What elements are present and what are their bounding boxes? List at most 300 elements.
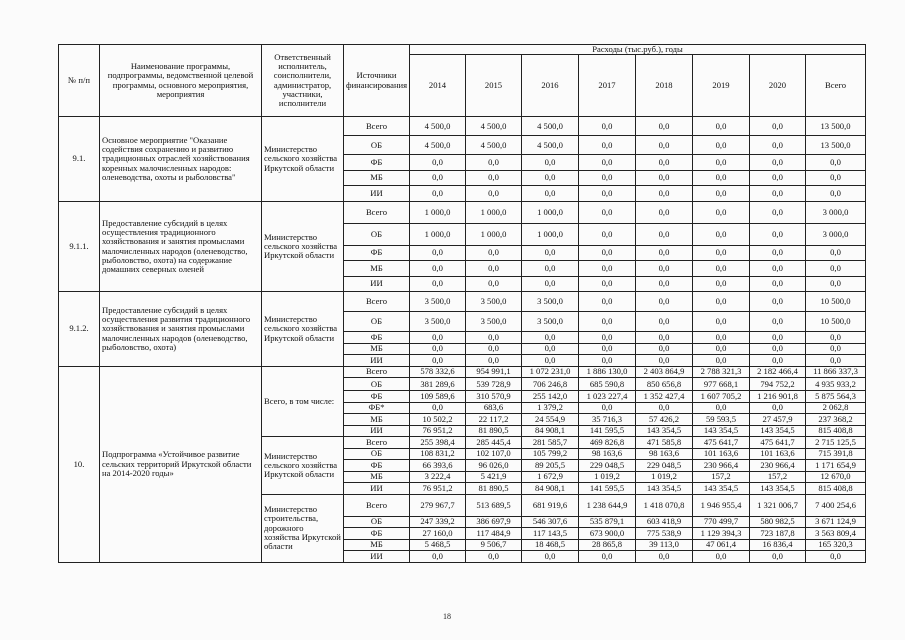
header-year: 2018 xyxy=(636,55,693,117)
total-value: 0,0 xyxy=(806,355,866,367)
year-value: 681 919,6 xyxy=(522,494,579,516)
total-value: 815 408,8 xyxy=(806,483,866,495)
row-index: 9.1. xyxy=(59,117,100,202)
year-value: 723 187,8 xyxy=(750,528,806,540)
year-value: 117 143,5 xyxy=(522,528,579,540)
year-value: 546 307,6 xyxy=(522,516,579,528)
funding-source: ОБ xyxy=(344,448,410,460)
year-value: 0,0 xyxy=(466,261,522,277)
year-value: 59 593,5 xyxy=(693,414,750,426)
year-value: 580 982,5 xyxy=(750,516,806,528)
year-value: 0,0 xyxy=(579,551,636,563)
year-value: 0,0 xyxy=(750,117,806,136)
year-value: 0,0 xyxy=(636,312,693,332)
year-value: 0,0 xyxy=(750,343,806,355)
year-value: 0,0 xyxy=(750,312,806,332)
total-value: 7 400 254,6 xyxy=(806,494,866,516)
year-value: 0,0 xyxy=(636,332,693,344)
year-value: 513 689,5 xyxy=(466,494,522,516)
year-value: 2 403 864,9 xyxy=(636,366,693,378)
year-value: 0,0 xyxy=(636,276,693,292)
year-value: 0,0 xyxy=(579,223,636,245)
table-row xyxy=(59,366,866,378)
year-value: 143 354,5 xyxy=(750,425,806,437)
year-value: 84 908,1 xyxy=(522,483,579,495)
year-value: 386 697,9 xyxy=(466,516,522,528)
year-value: 0,0 xyxy=(466,276,522,292)
year-value: 0,0 xyxy=(693,312,750,332)
year-value: 683,6 xyxy=(466,402,522,414)
year-value: 469 826,8 xyxy=(579,437,636,449)
year-value: 0,0 xyxy=(636,402,693,414)
year-value: 24 554,9 xyxy=(522,414,579,426)
year-value: 578 332,6 xyxy=(410,366,466,378)
page-number: 18 xyxy=(443,612,451,621)
year-value: 0,0 xyxy=(522,343,579,355)
total-value: 4 935 933,2 xyxy=(806,378,866,391)
year-value: 310 570,9 xyxy=(466,391,522,403)
year-value: 98 163,6 xyxy=(579,448,636,460)
year-value: 1 418 070,8 xyxy=(636,494,693,516)
measure-name: Предоставление субсидий в целях осуществления развития традиционного хозяйствования и занятия промыслами малочисленных народов (оленеводство, рыболовство, охота) xyxy=(100,292,262,367)
year-value: 1 023 227,4 xyxy=(579,391,636,403)
year-value: 1 379,2 xyxy=(522,402,579,414)
year-value: 0,0 xyxy=(636,155,693,171)
year-value: 0,0 xyxy=(466,332,522,344)
funding-source: ФБ xyxy=(344,245,410,261)
year-value: 84 908,1 xyxy=(522,425,579,437)
year-value: 57 426,2 xyxy=(636,414,693,426)
year-value: 0,0 xyxy=(750,186,806,202)
year-value: 1 000,0 xyxy=(522,223,579,245)
header-sources: Источники финансирования xyxy=(344,45,410,117)
header-year: 2019 xyxy=(693,55,750,117)
table-row xyxy=(59,201,866,223)
year-value: 5 468,5 xyxy=(410,539,466,551)
year-value: 143 354,5 xyxy=(636,483,693,495)
header-year: 2020 xyxy=(750,55,806,117)
total-value: 0,0 xyxy=(806,276,866,292)
funding-source: ИИ xyxy=(344,425,410,437)
funding-source: ИИ xyxy=(344,276,410,292)
funding-source: ОБ xyxy=(344,312,410,332)
year-value: 143 354,5 xyxy=(693,483,750,495)
year-value: 0,0 xyxy=(466,245,522,261)
year-value: 0,0 xyxy=(750,332,806,344)
year-value: 143 354,5 xyxy=(750,483,806,495)
total-value: 0,0 xyxy=(806,551,866,563)
table-row xyxy=(59,117,866,136)
year-value: 0,0 xyxy=(579,261,636,277)
year-value: 0,0 xyxy=(522,332,579,344)
funding-source: Всего xyxy=(344,437,410,449)
year-value: 3 500,0 xyxy=(522,292,579,312)
year-value: 0,0 xyxy=(636,201,693,223)
year-value: 0,0 xyxy=(579,201,636,223)
year-value: 1 000,0 xyxy=(466,201,522,223)
year-value: 1 019,2 xyxy=(636,471,693,483)
total-value: 3 563 809,4 xyxy=(806,528,866,540)
responsible-executor: Всего, в том числе: xyxy=(262,366,344,437)
year-value: 0,0 xyxy=(410,245,466,261)
header-year: 2017 xyxy=(579,55,636,117)
year-value: 230 966,4 xyxy=(693,460,750,472)
total-value: 237 368,2 xyxy=(806,414,866,426)
total-value: 12 670,0 xyxy=(806,471,866,483)
year-value: 770 499,7 xyxy=(693,516,750,528)
year-value: 229 048,5 xyxy=(636,460,693,472)
year-value: 475 641,7 xyxy=(693,437,750,449)
funding-source: ИИ xyxy=(344,355,410,367)
year-value: 1 000,0 xyxy=(410,201,466,223)
year-value: 247 339,2 xyxy=(410,516,466,528)
year-value: 1 000,0 xyxy=(410,223,466,245)
funding-source: МБ xyxy=(344,471,410,483)
funding-source: ФБ xyxy=(344,155,410,171)
year-value: 0,0 xyxy=(410,355,466,367)
year-value: 673 900,0 xyxy=(579,528,636,540)
year-value: 1 607 705,2 xyxy=(693,391,750,403)
year-value: 0,0 xyxy=(693,186,750,202)
year-value: 0,0 xyxy=(522,355,579,367)
year-value: 535 879,1 xyxy=(579,516,636,528)
year-value: 0,0 xyxy=(693,223,750,245)
year-value: 229 048,5 xyxy=(579,460,636,472)
year-value: 141 595,5 xyxy=(579,425,636,437)
year-value: 281 585,7 xyxy=(522,437,579,449)
year-value: 0,0 xyxy=(522,261,579,277)
funding-source: ИИ xyxy=(344,551,410,563)
year-value: 1 352 427,4 xyxy=(636,391,693,403)
year-value: 141 595,5 xyxy=(579,483,636,495)
year-value: 0,0 xyxy=(636,343,693,355)
year-value: 850 656,8 xyxy=(636,378,693,391)
year-value: 10 502,2 xyxy=(410,414,466,426)
year-value: 3 500,0 xyxy=(522,312,579,332)
year-value: 0,0 xyxy=(750,136,806,155)
measure-name: Подпрограмма «Устойчивое развитие сельских территорий Иркутской области на 2014-2020 годы» xyxy=(100,366,262,562)
header-responsible: Ответственный исполнитель, соисполнители, администратор, участники, исполнители xyxy=(262,45,344,117)
year-value: 81 890,5 xyxy=(466,425,522,437)
funding-source: МБ xyxy=(344,261,410,277)
year-value: 4 500,0 xyxy=(522,117,579,136)
year-value: 4 500,0 xyxy=(410,117,466,136)
funding-source: ОБ xyxy=(344,223,410,245)
year-value: 0,0 xyxy=(410,332,466,344)
total-value: 2 062,8 xyxy=(806,402,866,414)
year-value: 0,0 xyxy=(636,186,693,202)
year-value: 539 728,9 xyxy=(466,378,522,391)
year-value: 954 991,1 xyxy=(466,366,522,378)
year-value: 9 506,7 xyxy=(466,539,522,551)
year-value: 0,0 xyxy=(750,245,806,261)
year-value: 0,0 xyxy=(579,292,636,312)
total-value: 2 715 125,5 xyxy=(806,437,866,449)
total-value: 0,0 xyxy=(806,332,866,344)
year-value: 977 668,1 xyxy=(693,378,750,391)
funding-source: Всего xyxy=(344,292,410,312)
year-value: 1 129 394,3 xyxy=(693,528,750,540)
year-value: 4 500,0 xyxy=(466,117,522,136)
year-value: 76 951,2 xyxy=(410,425,466,437)
year-value: 2 182 466,4 xyxy=(750,366,806,378)
year-value: 0,0 xyxy=(579,245,636,261)
year-value: 0,0 xyxy=(750,261,806,277)
year-value: 230 966,4 xyxy=(750,460,806,472)
year-value: 0,0 xyxy=(636,355,693,367)
year-value: 0,0 xyxy=(410,343,466,355)
year-value: 108 831,2 xyxy=(410,448,466,460)
year-value: 0,0 xyxy=(750,292,806,312)
year-value: 4 500,0 xyxy=(522,136,579,155)
total-value: 815 408,8 xyxy=(806,425,866,437)
funding-source: Всего xyxy=(344,366,410,378)
year-value: 1 000,0 xyxy=(522,201,579,223)
year-value: 102 107,0 xyxy=(466,448,522,460)
year-value: 0,0 xyxy=(636,170,693,186)
year-value: 0,0 xyxy=(636,551,693,563)
total-value: 5 875 564,3 xyxy=(806,391,866,403)
year-value: 255 398,4 xyxy=(410,437,466,449)
responsible-executor: Министерство сельского хозяйства Иркутской области xyxy=(262,201,344,292)
year-value: 1 072 231,0 xyxy=(522,366,579,378)
year-value: 0,0 xyxy=(693,136,750,155)
year-value: 1 019,2 xyxy=(579,471,636,483)
year-value: 0,0 xyxy=(636,245,693,261)
funding-source: МБ xyxy=(344,539,410,551)
year-value: 76 951,2 xyxy=(410,483,466,495)
year-value: 1 238 644,9 xyxy=(579,494,636,516)
total-value: 0,0 xyxy=(806,186,866,202)
header-num: № п/п xyxy=(59,45,100,117)
year-value: 0,0 xyxy=(693,245,750,261)
year-value: 1 216 901,8 xyxy=(750,391,806,403)
funding-source: ИИ xyxy=(344,483,410,495)
year-value: 143 354,5 xyxy=(693,425,750,437)
year-value: 0,0 xyxy=(693,551,750,563)
row-index: 9.1.2. xyxy=(59,292,100,367)
funding-source: Всего xyxy=(344,117,410,136)
year-value: 0,0 xyxy=(579,186,636,202)
row-index: 10. xyxy=(59,366,100,562)
header-expenses: Расходы (тыс.руб.), годы xyxy=(410,45,866,55)
year-value: 0,0 xyxy=(579,312,636,332)
total-value: 715 391,8 xyxy=(806,448,866,460)
year-value: 0,0 xyxy=(693,201,750,223)
year-value: 117 484,9 xyxy=(466,528,522,540)
year-value: 0,0 xyxy=(522,245,579,261)
year-value: 3 500,0 xyxy=(466,312,522,332)
year-value: 0,0 xyxy=(466,343,522,355)
year-value: 0,0 xyxy=(636,261,693,277)
year-value: 279 967,7 xyxy=(410,494,466,516)
year-value: 381 289,6 xyxy=(410,378,466,391)
header-year: 2016 xyxy=(522,55,579,117)
year-value: 0,0 xyxy=(693,292,750,312)
year-value: 0,0 xyxy=(579,355,636,367)
year-value: 16 836,4 xyxy=(750,539,806,551)
year-value: 0,0 xyxy=(750,355,806,367)
year-value: 0,0 xyxy=(410,186,466,202)
year-value: 0,0 xyxy=(579,136,636,155)
year-value: 1 000,0 xyxy=(466,223,522,245)
total-value: 3 000,0 xyxy=(806,201,866,223)
measure-name: Предоставление субсидий в целях осуществления традиционного хозяйствования и занятия промыслами малочисленных народов (оленеводство, рыболовство, охота) на содержание домашних северных оленей xyxy=(100,201,262,292)
funding-source: ФБ xyxy=(344,332,410,344)
year-value: 0,0 xyxy=(522,276,579,292)
responsible-executor: Министерство сельского хозяйства Иркутской области xyxy=(262,292,344,367)
year-value: 4 500,0 xyxy=(410,136,466,155)
year-value: 18 468,5 xyxy=(522,539,579,551)
year-value: 1 946 955,4 xyxy=(693,494,750,516)
year-value: 0,0 xyxy=(636,223,693,245)
year-value: 35 716,3 xyxy=(579,414,636,426)
year-value: 109 589,6 xyxy=(410,391,466,403)
year-value: 3 500,0 xyxy=(410,292,466,312)
year-value: 89 205,5 xyxy=(522,460,579,472)
funding-source: ФБ* xyxy=(344,402,410,414)
year-value: 0,0 xyxy=(410,551,466,563)
year-value: 4 500,0 xyxy=(466,136,522,155)
row-index: 9.1.1. xyxy=(59,201,100,292)
year-value: 2 788 321,3 xyxy=(693,366,750,378)
year-value: 0,0 xyxy=(410,402,466,414)
year-value: 0,0 xyxy=(522,170,579,186)
year-value: 0,0 xyxy=(750,402,806,414)
total-value: 0,0 xyxy=(806,261,866,277)
funding-source: ОБ xyxy=(344,378,410,391)
header-year: 2015 xyxy=(466,55,522,117)
year-value: 0,0 xyxy=(636,136,693,155)
responsible-executor: Министерство сельского хозяйства Иркутской области xyxy=(262,437,344,495)
year-value: 1 672,9 xyxy=(522,471,579,483)
year-value: 0,0 xyxy=(522,551,579,563)
year-value: 1 321 006,7 xyxy=(750,494,806,516)
funding-source: ОБ xyxy=(344,516,410,528)
funding-source: ОБ xyxy=(344,136,410,155)
year-value: 475 641,7 xyxy=(750,437,806,449)
year-value: 775 538,9 xyxy=(636,528,693,540)
year-value: 0,0 xyxy=(693,155,750,171)
year-value: 0,0 xyxy=(522,186,579,202)
year-value: 0,0 xyxy=(522,155,579,171)
funding-source: МБ xyxy=(344,343,410,355)
funding-source: ИИ xyxy=(344,186,410,202)
year-value: 0,0 xyxy=(750,201,806,223)
funding-source: Всего xyxy=(344,494,410,516)
funding-source: ФБ xyxy=(344,391,410,403)
year-value: 157,2 xyxy=(750,471,806,483)
header-total: Всего xyxy=(806,55,866,117)
year-value: 0,0 xyxy=(579,343,636,355)
year-value: 285 445,4 xyxy=(466,437,522,449)
year-value: 794 752,2 xyxy=(750,378,806,391)
year-value: 0,0 xyxy=(750,551,806,563)
year-value: 0,0 xyxy=(466,170,522,186)
year-value: 0,0 xyxy=(693,117,750,136)
year-value: 0,0 xyxy=(750,276,806,292)
year-value: 0,0 xyxy=(693,343,750,355)
responsible-executor: Министерство сельского хозяйства Иркутской области xyxy=(262,117,344,202)
year-value: 0,0 xyxy=(579,170,636,186)
year-value: 3 500,0 xyxy=(410,312,466,332)
measure-name: Основное мероприятие "Оказание содействия сохранению и развитию традиционных отраслей хозяйствования коренных малочисленных народов: оленеводства, охоты и рыболовства" xyxy=(100,117,262,202)
year-value: 0,0 xyxy=(410,261,466,277)
year-value: 28 865,8 xyxy=(579,539,636,551)
year-value: 0,0 xyxy=(636,292,693,312)
year-value: 81 890,5 xyxy=(466,483,522,495)
year-value: 3 500,0 xyxy=(466,292,522,312)
total-value: 0,0 xyxy=(806,155,866,171)
total-value: 1 171 654,9 xyxy=(806,460,866,472)
total-value: 0,0 xyxy=(806,343,866,355)
year-value: 0,0 xyxy=(750,170,806,186)
year-value: 706 246,8 xyxy=(522,378,579,391)
year-value: 255 142,0 xyxy=(522,391,579,403)
header-name: Наименование программы, подпрограммы, ведомственной целевой программы, основного мероприятия, мероприятия xyxy=(100,45,262,117)
year-value: 0,0 xyxy=(693,355,750,367)
funding-source: ФБ xyxy=(344,528,410,540)
total-value: 11 866 337,3 xyxy=(806,366,866,378)
year-value: 96 026,0 xyxy=(466,460,522,472)
year-value: 143 354,5 xyxy=(636,425,693,437)
year-value: 22 117,2 xyxy=(466,414,522,426)
year-value: 5 421,9 xyxy=(466,471,522,483)
year-value: 0,0 xyxy=(636,117,693,136)
year-value: 0,0 xyxy=(410,155,466,171)
total-value: 0,0 xyxy=(806,170,866,186)
funding-source: МБ xyxy=(344,414,410,426)
funding-source: МБ xyxy=(344,170,410,186)
table-body xyxy=(59,117,866,563)
year-value: 0,0 xyxy=(466,186,522,202)
year-value: 0,0 xyxy=(466,155,522,171)
year-value: 27 160,0 xyxy=(410,528,466,540)
year-value: 0,0 xyxy=(693,402,750,414)
table-row xyxy=(59,292,866,312)
year-value: 0,0 xyxy=(579,155,636,171)
year-value: 0,0 xyxy=(579,402,636,414)
total-value: 13 500,0 xyxy=(806,136,866,155)
year-value: 0,0 xyxy=(579,332,636,344)
budget-table xyxy=(58,44,866,563)
year-value: 101 163,6 xyxy=(693,448,750,460)
year-value: 66 393,6 xyxy=(410,460,466,472)
funding-source: Всего xyxy=(344,201,410,223)
year-value: 0,0 xyxy=(410,276,466,292)
year-value: 105 799,2 xyxy=(522,448,579,460)
total-value: 10 500,0 xyxy=(806,312,866,332)
year-value: 0,0 xyxy=(466,551,522,563)
year-value: 0,0 xyxy=(693,261,750,277)
header-year: 2014 xyxy=(410,55,466,117)
year-value: 39 113,0 xyxy=(636,539,693,551)
year-value: 47 061,4 xyxy=(693,539,750,551)
year-value: 157,2 xyxy=(693,471,750,483)
funding-source: ФБ xyxy=(344,460,410,472)
year-value: 0,0 xyxy=(750,223,806,245)
total-value: 13 500,0 xyxy=(806,117,866,136)
year-value: 0,0 xyxy=(579,276,636,292)
total-value: 3 000,0 xyxy=(806,223,866,245)
year-value: 0,0 xyxy=(693,276,750,292)
year-value: 0,0 xyxy=(579,117,636,136)
year-value: 603 418,9 xyxy=(636,516,693,528)
year-value: 27 457,9 xyxy=(750,414,806,426)
year-value: 685 590,8 xyxy=(579,378,636,391)
year-value: 0,0 xyxy=(693,170,750,186)
total-value: 3 671 124,9 xyxy=(806,516,866,528)
